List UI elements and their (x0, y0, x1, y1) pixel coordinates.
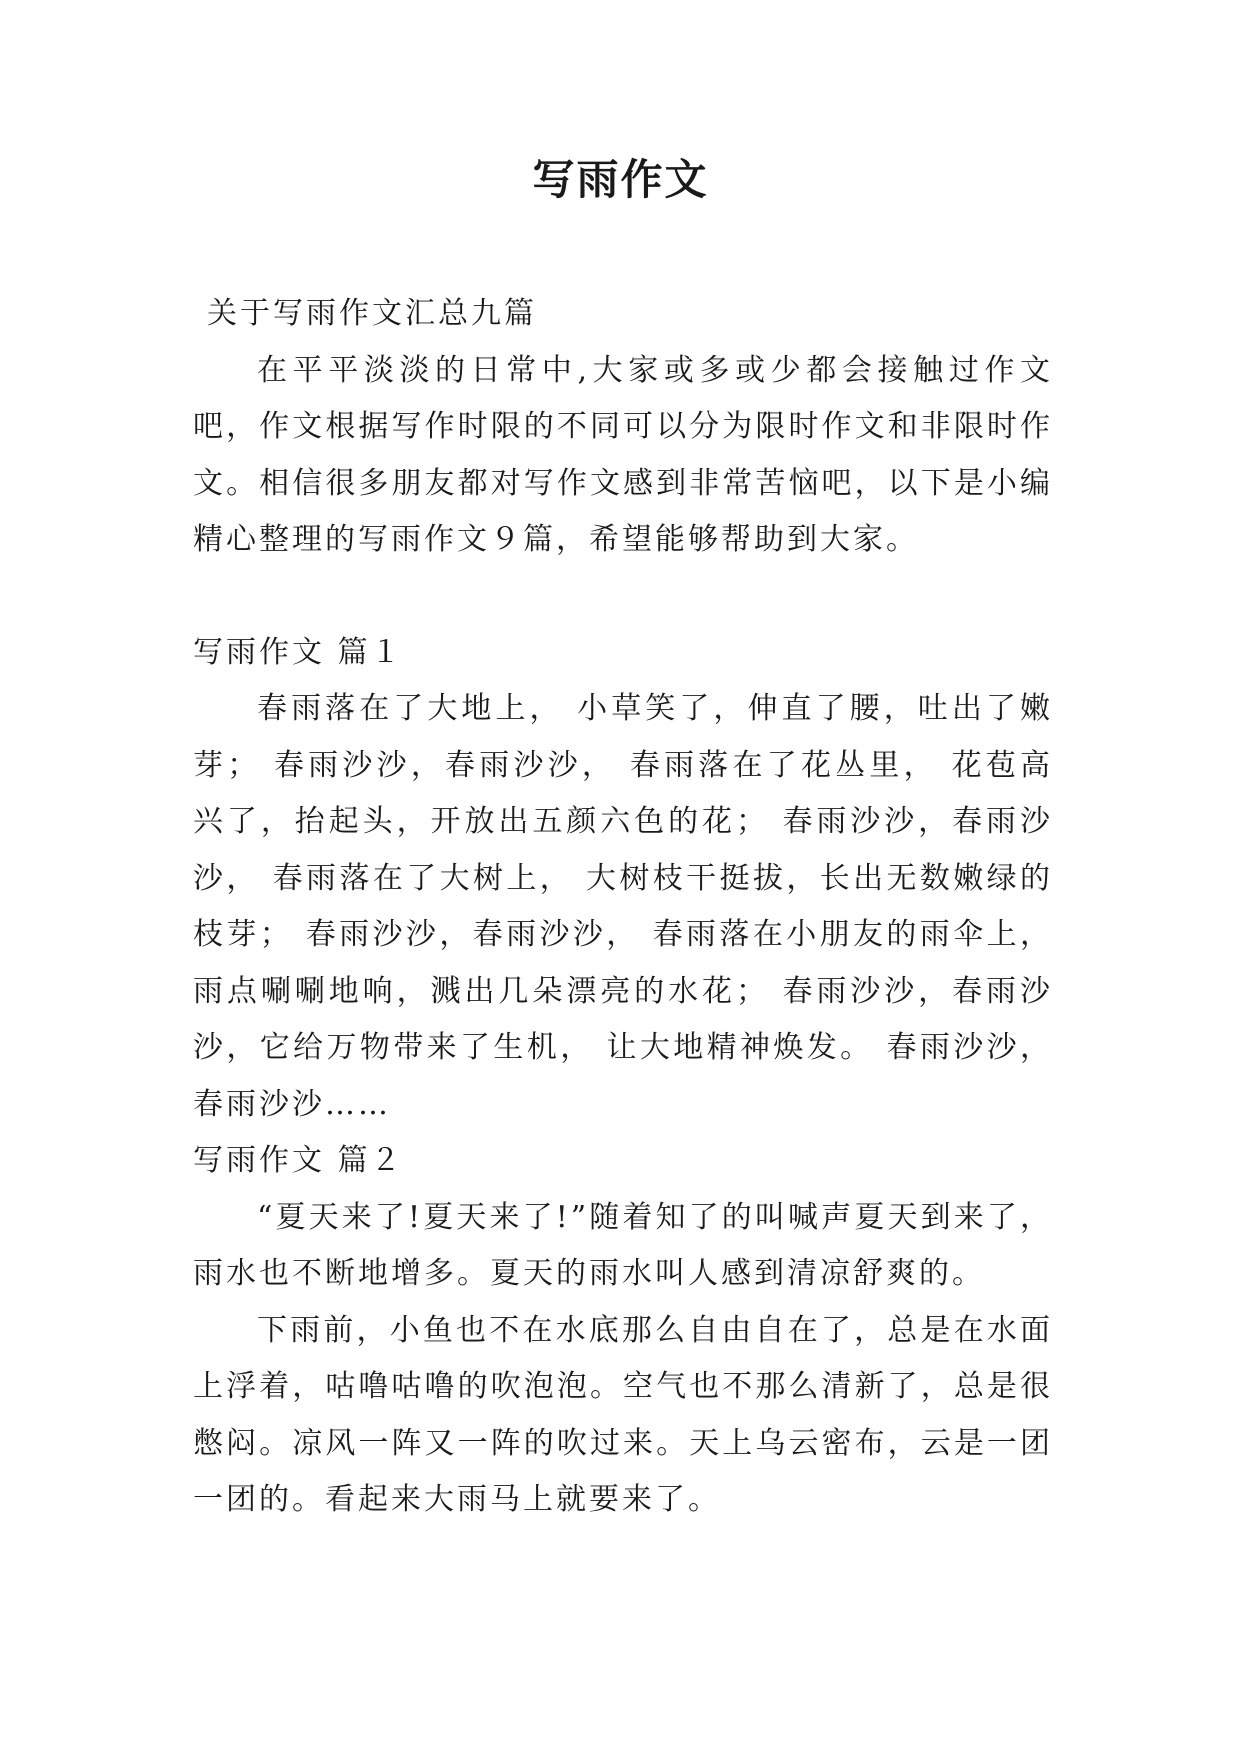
document-subtitle: 关于写雨作文汇总九篇 (207, 296, 537, 331)
section-2-paragraph-1: “夏天来了!夏天来了!”随着知了的叫喊声夏天到来了，雨水也不断地增多。夏天的雨水叫人感到清凉舒爽的。 (193, 1199, 1053, 1291)
section-heading-2: 写雨作文 篇２ (193, 1143, 404, 1178)
section-1-paragraph-1: 春雨落在了大地上， 小草笑了，伸直了腰，吐出了嫩芽； 春雨沙沙，春雨沙沙， 春雨落在了花丛里， 花苞高兴了，抬起头，开放出五颜六色的花； 春雨沙沙，春雨沙沙， 春雨落在了大树上， 大树枝干挺拔，长出无数嫩绿的枝芽； 春雨沙沙，春雨沙沙， 春雨落在小朋友的雨伞上，雨点唰唰地响，溅出几朵漂亮的水花； 春雨沙沙，春雨沙沙，它给万物带来了生机， 让大地精神焕发。 春雨沙沙，春雨沙沙…… (193, 691, 1053, 1122)
section-heading-1: 写雨作文 篇１ (193, 634, 404, 670)
document-body (193, 286, 1053, 1529)
page-title: 写雨作文 (532, 155, 709, 204)
section-2-paragraph-2: 下雨前，小鱼也不在水底那么自由自在了，总是在水面上浮着，咕噜咕噜的吹泡泡。空气也不那么清新了，总是很憋闷。凉风一阵又一阵的吹过来。天上乌云密布，云是一团一团的。看起来大雨马上就要来了。 (193, 1312, 1053, 1517)
intro-paragraph: 在平平淡淡的日常中,大家或多或少都会接触过作文吧，作文根据写作时限的不同可以分为限时作文和非限时作文。相信很多朋友都对写作文感到非常苦恼吧，以下是小编精心整理的写雨作文９篇，希望能够帮助到大家。 (193, 352, 1053, 557)
paragraph-gap (193, 569, 1053, 625)
